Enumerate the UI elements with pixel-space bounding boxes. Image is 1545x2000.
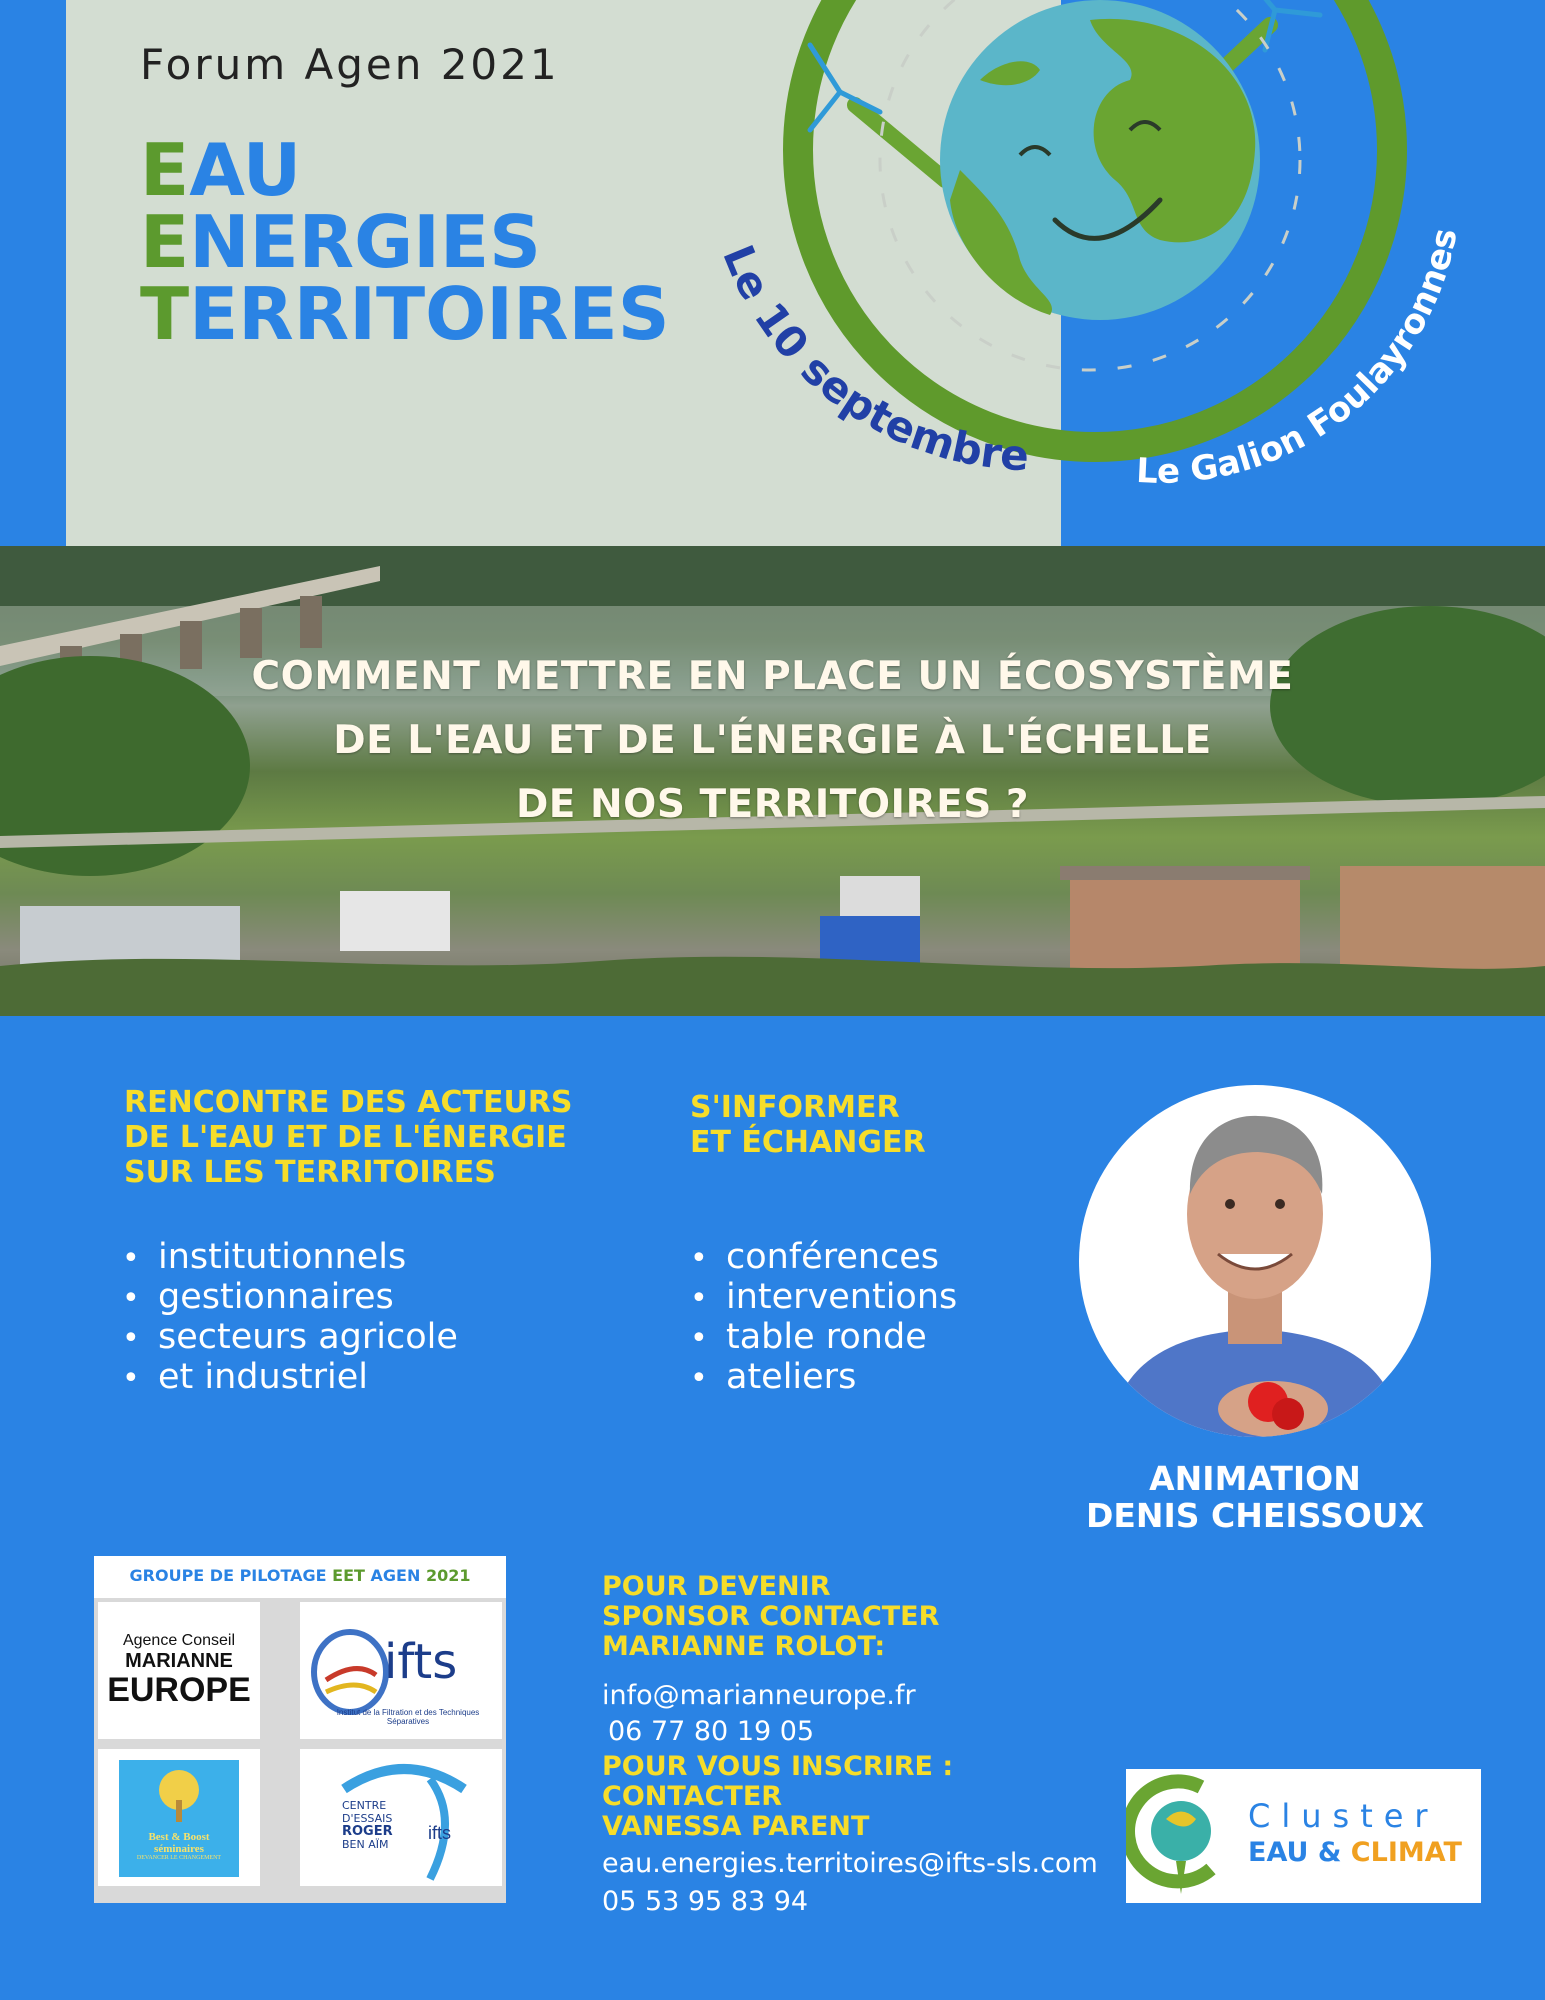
list-item: • et industriel [122, 1358, 458, 1398]
inform-list [690, 1238, 957, 1398]
sponsor-phone[interactable]: 06 77 80 19 05 [608, 1716, 815, 1747]
title-line-eau: EAU [140, 128, 302, 212]
hero-question-line: DE L'EAU ET DE L'ÉNERGIE À L'ÉCHELLE [333, 718, 1212, 763]
event-venue: Le Galion Foulayronnes [1135, 224, 1466, 492]
forum-title: Forum Agen 2021 [140, 40, 560, 89]
list-item: • secteurs agricole [122, 1318, 458, 1358]
pilot-group-panel [94, 1556, 506, 1903]
turbine-arm-left [855, 105, 945, 180]
actors-heading: RENCONTRE DES ACTEURS DE L'EAU ET DE L'ÉNERGIE SUR LES TERRITOIRES [124, 1085, 573, 1190]
hero-question-line: COMMENT METTRE EN PLACE UN ÉCOSYSTÈME [251, 654, 1294, 699]
list-item: • gestionnaires [122, 1278, 458, 1318]
host-portrait [1078, 1084, 1432, 1438]
list-item: • conférences [690, 1238, 957, 1278]
hero-question [180, 645, 1365, 837]
event-date: Le 10 septembre [713, 238, 1031, 481]
title-line-territoires: TERRITOIRES [140, 272, 670, 356]
register-heading: POUR VOUS INSCRIRE : CONTACTER VANESSA PARENT [602, 1751, 954, 1842]
earth-icon [940, 0, 1260, 320]
logo-ifts: ifts Institut de la Filtration et des Techniques Séparatives [300, 1602, 502, 1739]
logo-cluster-eau-climat: Cluster EAU & CLIMAT [1126, 1769, 1481, 1903]
hero-question-line: DE NOS TERRITOIRES ? [515, 782, 1030, 827]
register-email[interactable]: eau.energies.territoires@ifts-sls.com [602, 1848, 1098, 1879]
logo-centre-essais: CENTRE D'ESSAIS ROGER BEN AÏM ifts [300, 1749, 502, 1886]
tree-icon [149, 1766, 209, 1826]
register-phone[interactable]: 05 53 95 83 94 [602, 1886, 809, 1917]
logo-best-boost: Best & Boost séminaires DEVANCER LE CHANGEMENT [98, 1749, 260, 1886]
logo-marianne-europe: Agence Conseil MARIANNE EUROPE [98, 1602, 260, 1739]
title-line-energies: ENERGIES [140, 200, 541, 284]
sponsor-heading: POUR DEVENIR SPONSOR CONTACTER MARIANNE ROLOT: [602, 1571, 940, 1662]
centre-essais-text: CENTRE D'ESSAIS ROGER BEN AÏM [342, 1799, 393, 1851]
list-item: • institutionnels [122, 1238, 458, 1278]
list-item: • ateliers [690, 1358, 957, 1398]
pilot-group-title: GROUPE DE PILOTAGE EET AGEN 2021 [129, 1566, 471, 1585]
inform-heading: S'INFORMER ET ÉCHANGER [690, 1090, 926, 1160]
event-emblem [660, 0, 1545, 546]
list-item: • table ronde [690, 1318, 957, 1358]
cluster-pin-icon [1126, 1769, 1236, 1903]
animation-caption: ANIMATION DENIS CHEISSOUX [1085, 1459, 1425, 1535]
list-item: • interventions [690, 1278, 957, 1318]
actors-list [122, 1238, 458, 1398]
sponsor-email[interactable]: info@marianneurope.fr [602, 1680, 916, 1711]
wave-icon [300, 1749, 502, 1886]
cluster-eau-climat-text: EAU & CLIMAT [1248, 1837, 1462, 1868]
